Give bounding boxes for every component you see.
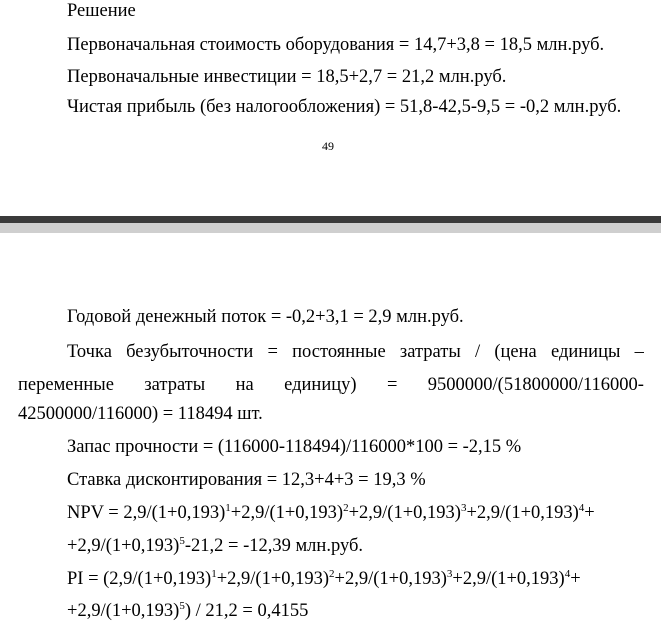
exponent: 1 [211, 567, 217, 580]
word: = [386, 375, 398, 395]
word: (цена [494, 342, 537, 362]
exponent: 2 [343, 501, 349, 514]
plus: + [67, 536, 78, 556]
word: постоянные [292, 342, 386, 362]
term: 2,9/(1+0,193) [462, 569, 565, 589]
npv-result: -21,2 = -12,39 млн.руб. [184, 536, 363, 556]
breakeven-line-3: 42500000/116000) = 118494 шт. [18, 404, 263, 424]
plus: + [67, 601, 78, 621]
npv-prefix: NPV = [67, 503, 124, 523]
term: 2,9/(1+0,193) [77, 536, 180, 556]
plus: + [452, 569, 463, 589]
npv-line-1 [67, 502, 595, 524]
equipment-cost-line: Первоначальная стоимость оборудования = 14,7+3,8 = 18,5 млн.руб. [67, 35, 605, 55]
pi-line-1 [67, 568, 581, 590]
word: безубыточности [126, 342, 254, 362]
plus: + [570, 569, 581, 589]
initial-investment-line: Первоначальные инвестиции = 18,5+2,7 = 21,2 млн.руб. [67, 67, 507, 87]
exponent: 3 [446, 567, 453, 580]
word: единицы [551, 342, 621, 362]
word: на [235, 375, 254, 395]
plus: + [334, 569, 345, 589]
exponent: 5 [179, 599, 185, 612]
word: = [267, 342, 278, 362]
word: / [475, 342, 481, 362]
term: 2,9/(1+0,193) [227, 569, 330, 589]
exponent: 3 [460, 501, 467, 514]
discount-rate-line: Ставка дисконтирования = 12,3+4+3 = 19,3 % [67, 470, 426, 490]
word: единицу) [284, 375, 357, 395]
exponent: 4 [564, 567, 571, 580]
word: Точка [67, 342, 112, 362]
word: переменные [18, 375, 114, 395]
term: 2,9/(1+0,193) [359, 503, 461, 523]
word: 9500000/(51800000/116000- [427, 375, 644, 395]
term: 2,9/(1+0,193) [77, 601, 180, 621]
page-number: 49 [322, 139, 334, 153]
breakeven-line-1 [67, 341, 644, 363]
plus: + [348, 503, 360, 523]
breakeven-line-2 [18, 374, 644, 396]
term: 2,9/(1+0,193) [476, 503, 579, 523]
plus: + [216, 569, 228, 589]
plus: + [230, 503, 242, 523]
exponent: 2 [329, 567, 335, 580]
pi-line-2 [67, 600, 308, 622]
plus: + [584, 503, 595, 523]
net-profit-line: Чистая прибыль (без налогообложения) = 51,8-42,5-9,5 = -0,2 млн.руб. [67, 97, 622, 117]
npv-line-2 [67, 535, 363, 557]
word: затраты [399, 342, 461, 362]
term: 2,9/(1+0,193) [241, 503, 344, 523]
plus: + [466, 503, 477, 523]
term: 2,9/(1+0,193) [344, 569, 447, 589]
page-break-bar [0, 216, 661, 223]
term: 2,9/(1+0,193) [123, 503, 226, 523]
pi-result: ) / 21,2 = 0,4155 [184, 601, 309, 621]
pi-prefix: PI = ( [67, 569, 110, 589]
exponent: 1 [225, 501, 231, 514]
word: затраты [144, 375, 206, 395]
cash-flow-line: Годовой денежный поток = -0,2+3,1 = 2,9 млн.руб. [67, 307, 464, 327]
safety-margin-line: Запас прочности = (116000-118494)/116000*100 = -2,15 % [67, 437, 522, 457]
word: – [634, 342, 644, 362]
solution-heading: Решение [67, 1, 136, 21]
exponent: 5 [179, 534, 185, 547]
exponent: 4 [578, 501, 585, 514]
term: 2,9/(1+0,193) [109, 569, 212, 589]
